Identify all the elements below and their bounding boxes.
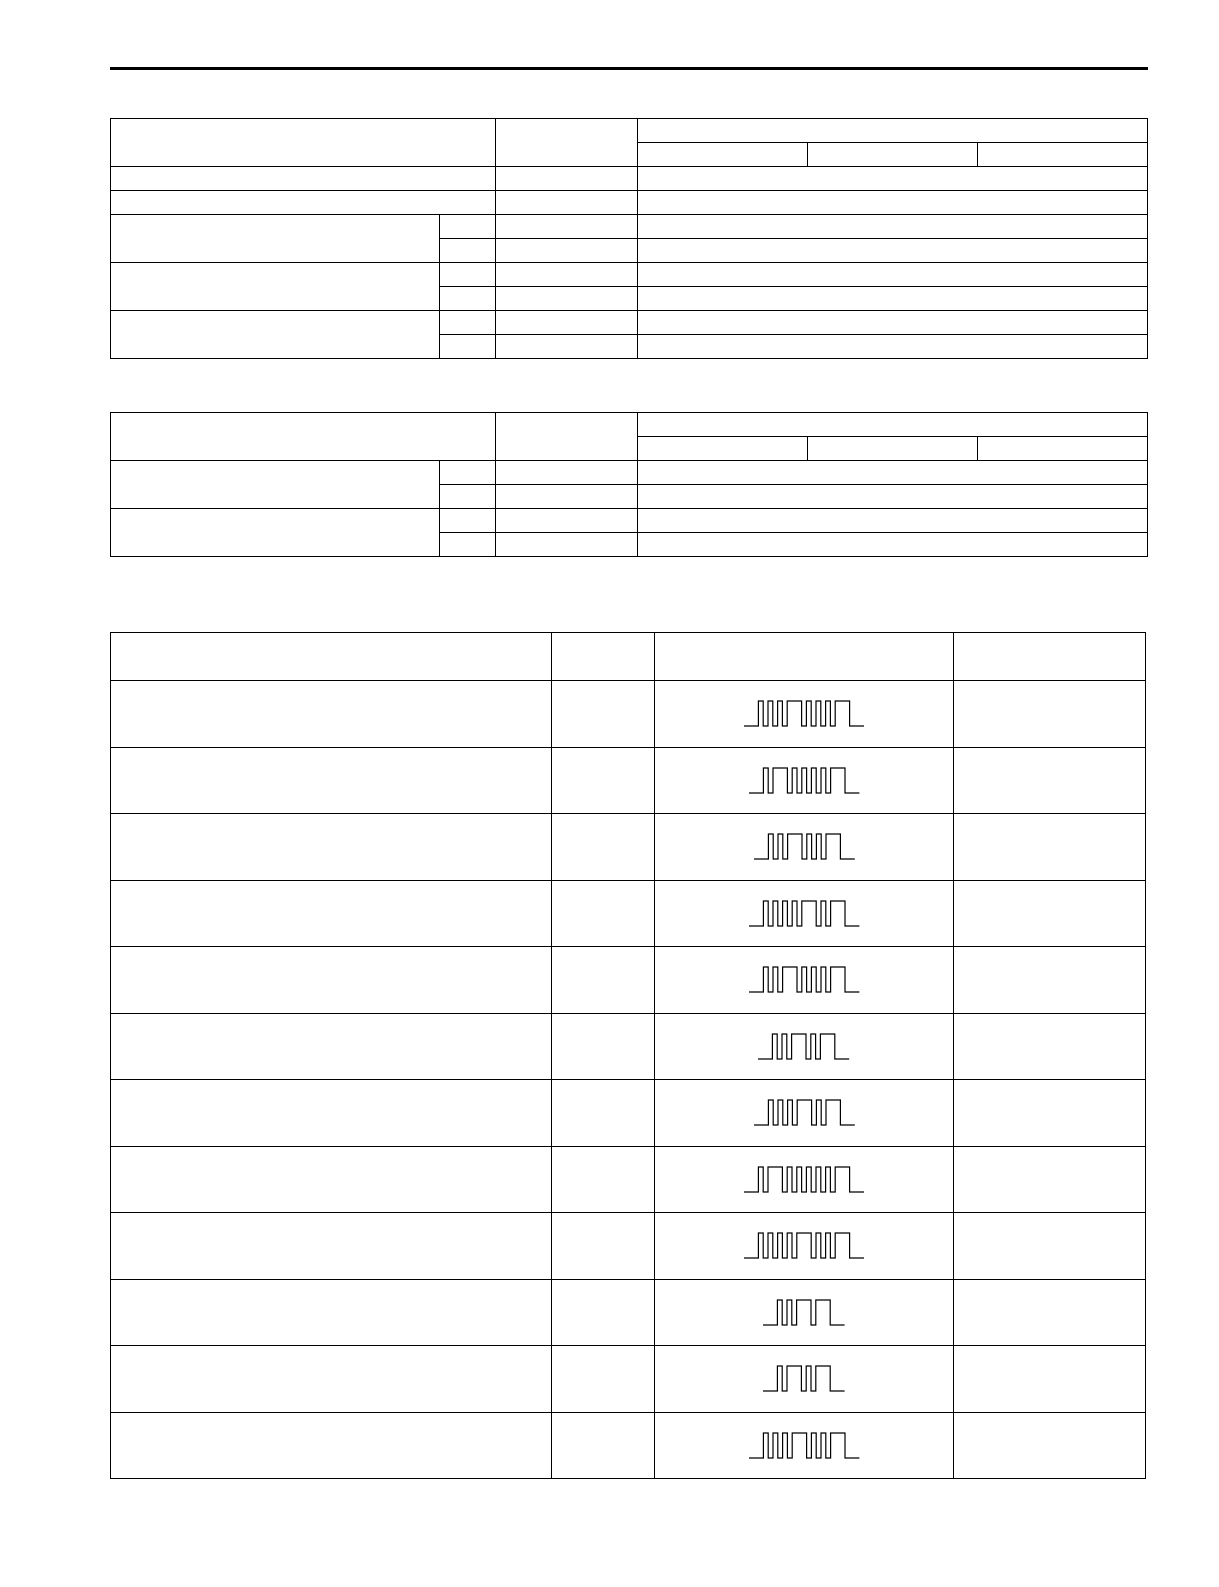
flash-pattern-waveform — [763, 1366, 845, 1391]
flash-pattern-cell — [655, 947, 954, 1014]
flash-pattern-waveform — [744, 701, 864, 726]
table-cell — [552, 1013, 655, 1080]
spec-table-a — [110, 118, 1148, 359]
table-row — [111, 1013, 1146, 1080]
table-cell — [495, 287, 637, 311]
table-cell — [111, 1146, 552, 1213]
table-cell — [552, 1080, 655, 1147]
top-rule — [110, 67, 1148, 70]
table-cell — [440, 239, 496, 263]
table-cell — [495, 167, 637, 191]
flash-pattern-cell — [655, 1412, 954, 1479]
flash-pattern-graphic — [747, 966, 862, 993]
table-row — [111, 880, 1146, 947]
table-header-cell — [655, 633, 954, 681]
table-cell — [954, 1146, 1146, 1213]
table-cell — [954, 1279, 1146, 1346]
table-cell — [111, 880, 552, 947]
flash-pattern-waveform — [744, 1233, 864, 1258]
flash-pattern-waveform — [744, 1167, 864, 1192]
table-cell — [111, 1412, 552, 1479]
table-row — [111, 191, 1148, 215]
flash-pattern-waveform — [763, 1300, 845, 1325]
table-cell — [637, 263, 1147, 287]
table-cell — [954, 947, 1146, 1014]
flash-pattern-waveform — [754, 834, 855, 859]
table-cell — [111, 1213, 552, 1280]
table-cell — [637, 191, 1147, 215]
table-cell — [111, 1346, 552, 1413]
table-row — [111, 1146, 1146, 1213]
table-cell — [440, 533, 496, 557]
table-cell — [954, 681, 1146, 748]
table-cell — [807, 143, 977, 167]
table-cell — [111, 215, 440, 263]
table-cell — [954, 1346, 1146, 1413]
table-cell — [977, 143, 1147, 167]
table-cell — [111, 947, 552, 1014]
flash-pattern-graphic — [752, 1099, 857, 1126]
table-cell — [552, 880, 655, 947]
table-row — [111, 1346, 1146, 1413]
table-cell — [495, 215, 637, 239]
table-cell — [111, 814, 552, 881]
table-cell — [637, 311, 1147, 335]
flash-pattern-cell — [655, 1279, 954, 1346]
flash-pattern-graphic — [742, 1166, 866, 1193]
table-cell — [637, 335, 1147, 359]
table-cell — [552, 814, 655, 881]
table-row — [111, 814, 1146, 881]
table-cell — [111, 1279, 552, 1346]
table-cell — [111, 311, 440, 359]
flash-pattern-graphic — [761, 1365, 847, 1392]
flash-pattern-cell — [655, 1213, 954, 1280]
table-cell — [495, 311, 637, 335]
table-cell — [495, 239, 637, 263]
table-cell — [552, 947, 655, 1014]
flash-pattern-waveform — [749, 901, 859, 926]
table-cell — [637, 461, 1147, 485]
table-header-row — [111, 633, 1146, 681]
table-cell — [111, 119, 496, 167]
table-cell — [495, 335, 637, 359]
table-header-cell — [954, 633, 1146, 681]
table-cell — [111, 413, 496, 461]
flash-pattern-cell — [655, 1080, 954, 1147]
table-cell — [440, 461, 496, 485]
table-cell — [637, 239, 1147, 263]
table-cell — [954, 1213, 1146, 1280]
table-cell — [637, 167, 1147, 191]
table-cell — [552, 1279, 655, 1346]
table-row — [111, 747, 1146, 814]
table-cell — [440, 311, 496, 335]
table-cell — [495, 533, 637, 557]
flash-pattern-graphic — [747, 1432, 862, 1459]
code-pattern-table — [110, 632, 1146, 1479]
table-cell — [495, 119, 637, 167]
table-row — [111, 1080, 1146, 1147]
table-cell — [807, 437, 977, 461]
table-cell — [440, 509, 496, 533]
table-cell — [954, 814, 1146, 881]
table-row — [111, 311, 1148, 335]
table-cell — [111, 191, 496, 215]
table-cell — [637, 287, 1147, 311]
table-cell — [111, 1013, 552, 1080]
flash-pattern-graphic — [747, 767, 862, 794]
table-cell — [440, 485, 496, 509]
table-cell — [440, 263, 496, 287]
table-cell — [440, 287, 496, 311]
table-cell — [977, 437, 1147, 461]
spec-table-b — [110, 412, 1148, 557]
table-cell — [637, 215, 1147, 239]
flash-pattern-graphic — [742, 700, 866, 727]
table-cell — [495, 413, 637, 461]
table-cell — [111, 681, 552, 748]
table-cell — [637, 533, 1147, 557]
flash-pattern-cell — [655, 1013, 954, 1080]
table-row — [111, 1213, 1146, 1280]
table-cell — [552, 1346, 655, 1413]
table-cell — [552, 1146, 655, 1213]
flash-pattern-cell — [655, 747, 954, 814]
table-header-cell — [111, 633, 552, 681]
table-cell — [552, 681, 655, 748]
flash-pattern-cell — [655, 1146, 954, 1213]
table-cell — [495, 461, 637, 485]
table-cell — [637, 143, 807, 167]
table-row — [111, 947, 1146, 1014]
table-cell — [495, 485, 637, 509]
flash-pattern-waveform — [754, 1100, 855, 1125]
table-cell — [637, 437, 807, 461]
flash-pattern-graphic — [756, 1033, 852, 1060]
table-cell — [495, 263, 637, 287]
flash-pattern-cell — [655, 1346, 954, 1413]
table-cell — [637, 509, 1147, 533]
table-cell — [552, 1412, 655, 1479]
flash-pattern-waveform — [749, 1433, 859, 1458]
table-cell — [111, 1080, 552, 1147]
table-cell — [111, 167, 496, 191]
table-header-cell — [552, 633, 655, 681]
table-cell — [495, 191, 637, 215]
flash-pattern-cell — [655, 814, 954, 881]
table-cell — [552, 1213, 655, 1280]
flash-pattern-waveform — [749, 768, 859, 793]
table-row — [111, 263, 1148, 287]
flash-pattern-waveform — [758, 1034, 849, 1059]
table-row — [111, 167, 1148, 191]
table-row — [111, 461, 1148, 485]
table-cell — [111, 263, 440, 311]
flash-pattern-graphic — [761, 1299, 847, 1326]
flash-pattern-graphic — [747, 900, 862, 927]
flash-pattern-cell — [655, 880, 954, 947]
table-row — [111, 681, 1146, 748]
table-cell — [954, 1412, 1146, 1479]
table-cell — [111, 509, 440, 557]
flash-pattern-graphic — [742, 1232, 866, 1259]
flash-pattern-graphic — [752, 833, 857, 860]
table-row — [111, 119, 1148, 143]
table-cell — [552, 747, 655, 814]
table-cell — [440, 215, 496, 239]
table-cell — [111, 747, 552, 814]
table-cell — [637, 413, 1147, 437]
table-cell — [495, 509, 637, 533]
table-cell — [954, 747, 1146, 814]
table-row — [111, 413, 1148, 437]
table-cell — [954, 880, 1146, 947]
table-row — [111, 215, 1148, 239]
table-cell — [440, 335, 496, 359]
table-row — [111, 509, 1148, 533]
table-cell — [637, 119, 1147, 143]
table-cell — [637, 485, 1147, 509]
table-row — [111, 1279, 1146, 1346]
table-row — [111, 1412, 1146, 1479]
table-cell — [954, 1013, 1146, 1080]
flash-pattern-cell — [655, 681, 954, 748]
table-cell — [111, 461, 440, 509]
flash-pattern-waveform — [749, 967, 859, 992]
table-cell — [954, 1080, 1146, 1147]
